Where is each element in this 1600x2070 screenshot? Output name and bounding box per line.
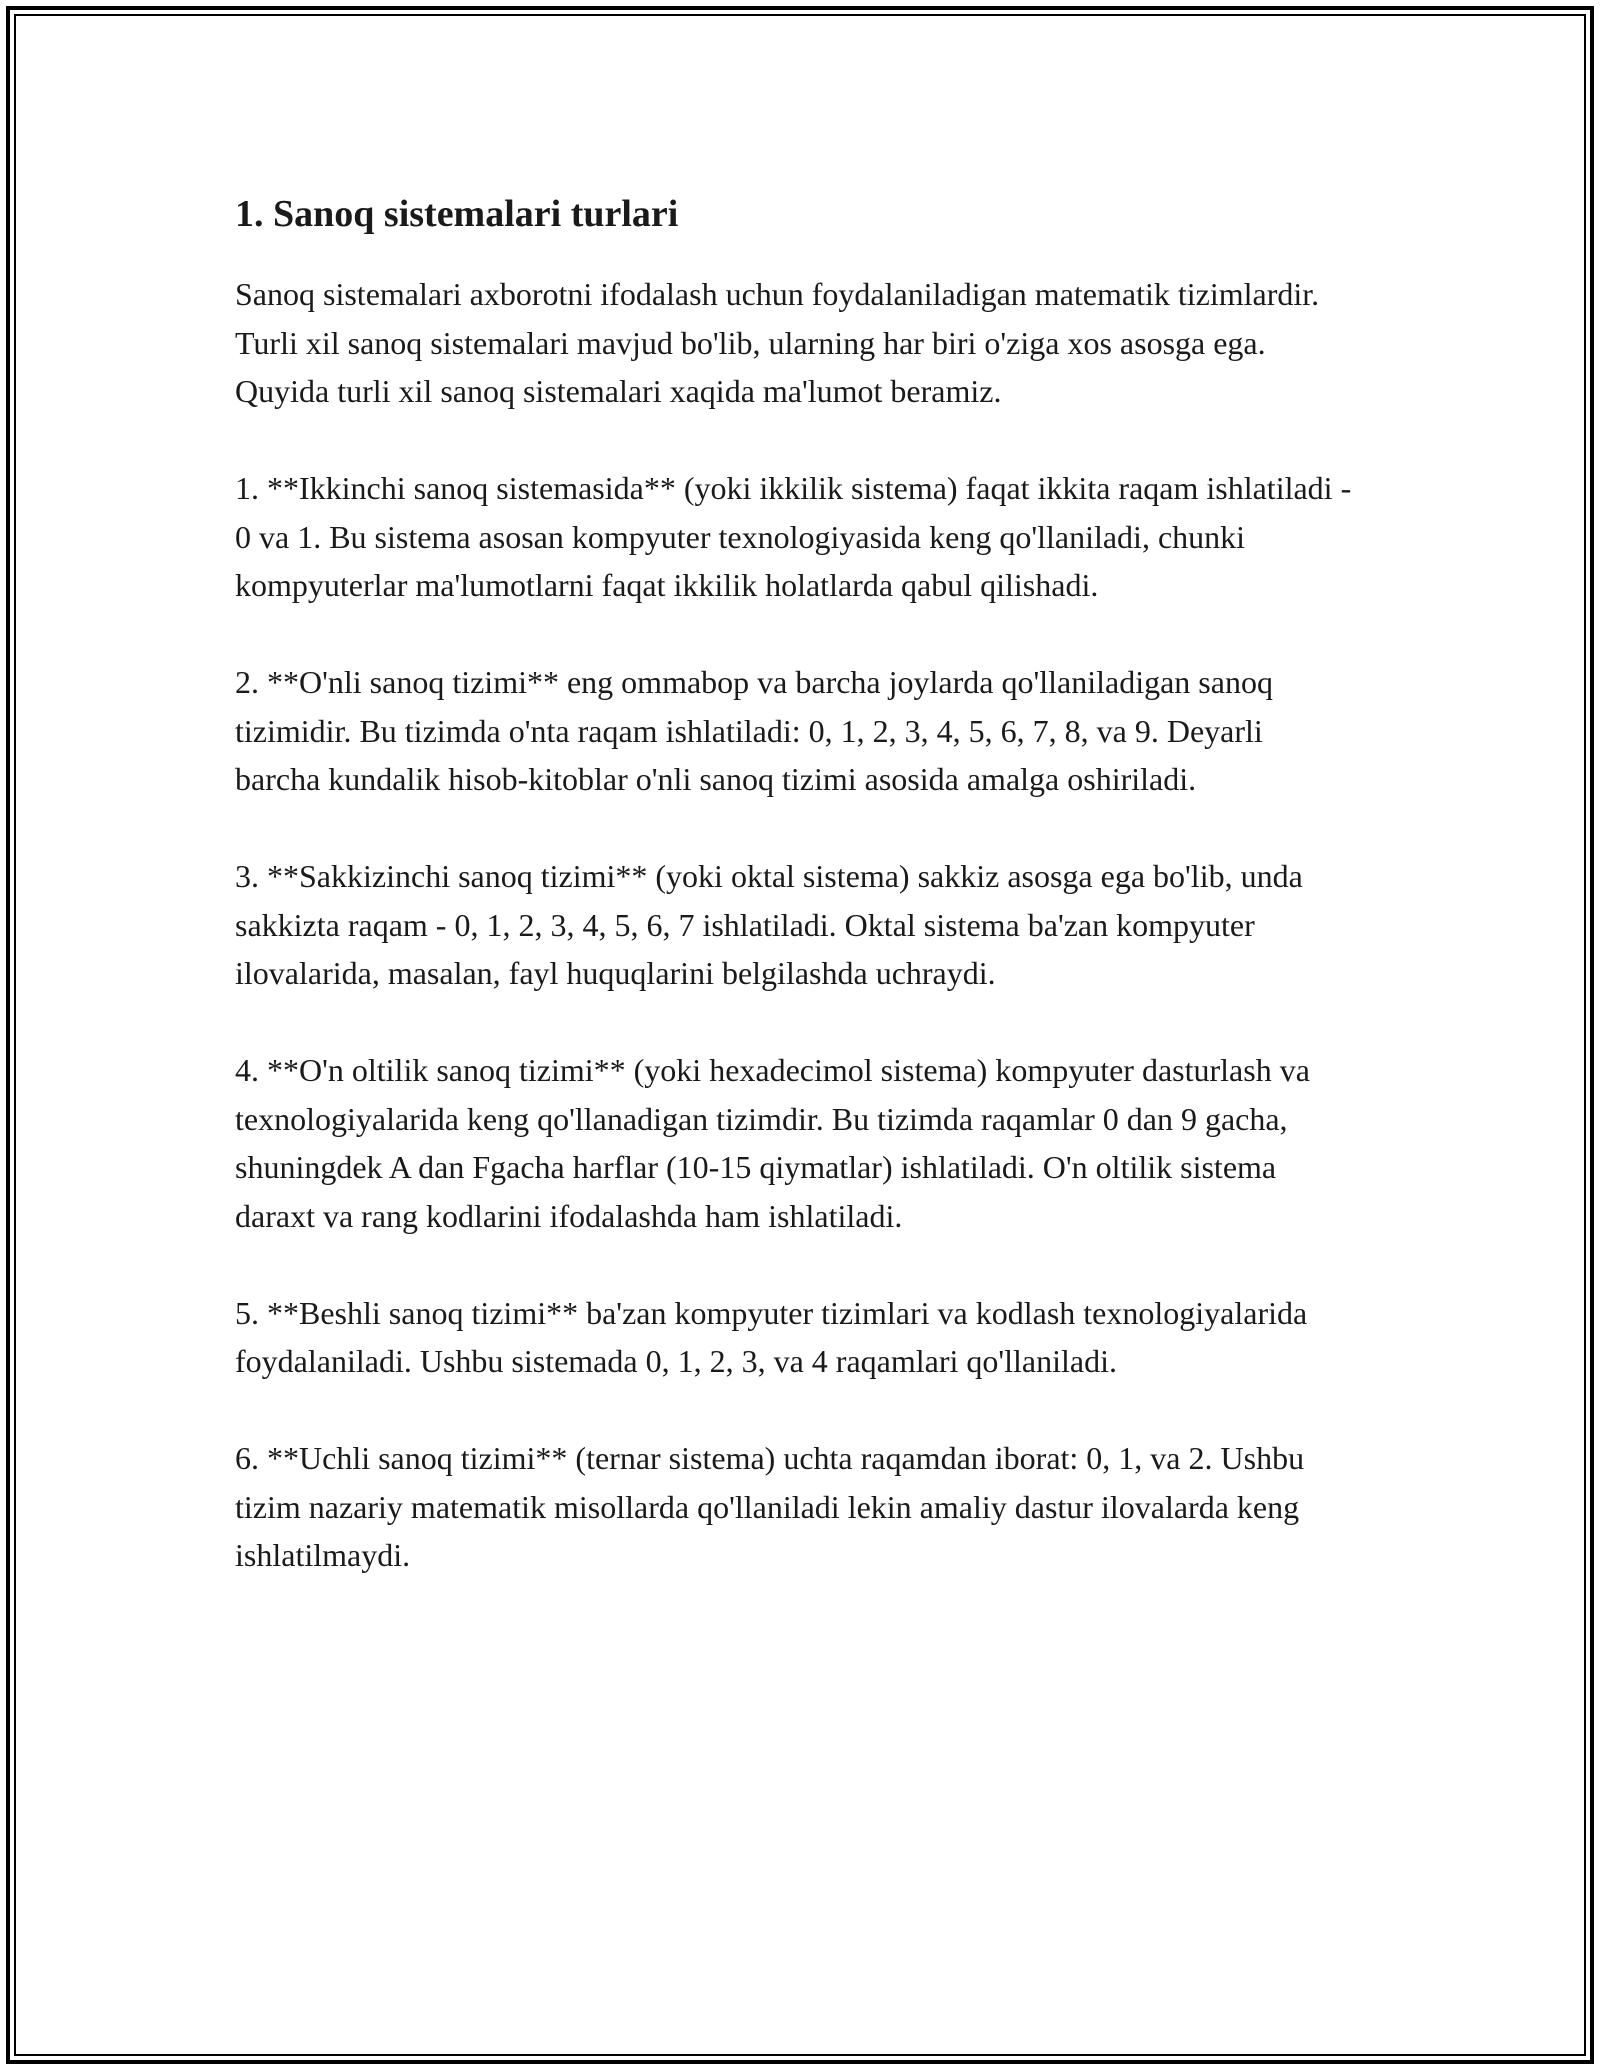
document-body [235, 190, 1355, 1628]
document-title: 1. Sanoq sistemalari turlari [235, 193, 679, 235]
paragraph-quinary-system: 5. **Beshli sanoq tizimi** ba'zan kompyuter tizimlari va kodlash texnologiyalarida foydalaniladi. Ushbu sistemada 0, 1, 2, 3, va 4 raqamlari qo'llaniladi. [235, 1294, 1308, 1379]
paragraph-octal-system: 3. **Sakkizinchi sanoq tizimi** (yoki oktal sistema) sakkiz asosga ega bo'lib, unda sakkizta raqam - 0, 1, 2, 3, 4, 5, 6, 7 ishlatiladi. Oktal sistema ba'zan kompyuter ilovalarida, masalan, fayl huquqlarini belgilashda uchraydi. [235, 858, 1303, 991]
paragraph-hexadecimal-system: 4. **O'n oltilik sanoq tizimi** (yoki hexadecimol sistema) kompyuter dasturlash va texnologiyalarida keng qo'llanadigan tizimdir. Bu tizimda raqamlar 0 dan 9 gacha, shuningdek A dan Fgacha harflar (10-15 qiymatlar) ishlatiladi. O'n oltilik sistema daraxt va rang kodlarini ifodalashda ham ishlatiladi. [235, 1052, 1310, 1234]
paragraph-decimal-system: 2. **O'nli sanoq tizimi** eng ommabop va barcha joylarda qo'llaniladigan sanoq tizimidir. Bu tizimda o'nta raqam ishlatiladi: 0, 1, 2, 3, 4, 5, 6, 7, 8, va 9. Deyarli barcha kundalik hisob-kitoblar o'nli sanoq tizimi asosida amalga oshiriladi. [235, 664, 1273, 797]
paragraph-binary-system: 1. **Ikkinchi sanoq sistemasida** (yoki ikkilik sistema) faqat ikkita raqam ishlatiladi - 0 va 1. Bu sistema asosan kompyuter texnologiyasida keng qo'llaniladi, chunki kompyuterlar ma'lumotlarni faqat ikkilik holatlarda qabul qilishadi. [235, 470, 1352, 603]
paragraph-ternary-system: 6. **Uchli sanoq tizimi** (ternar sistema) uchta raqamdan iborat: 0, 1, va 2. Ushbu tizim nazariy matematik misollarda qo'llaniladi lekin amaliy dastur ilovalarda keng ishlatilmaydi. [235, 1440, 1305, 1573]
intro-paragraph: Sanoq sistemalari axborotni ifodalash uchun foydalaniladigan matematik tizimlardir. Turli xil sanoq sistemalari mavjud bo'lib, ularning har biri o'ziga xos asosga ega. Quyida turli xil sanoq sistemalari xaqida ma'lumot beramiz. [235, 276, 1320, 409]
